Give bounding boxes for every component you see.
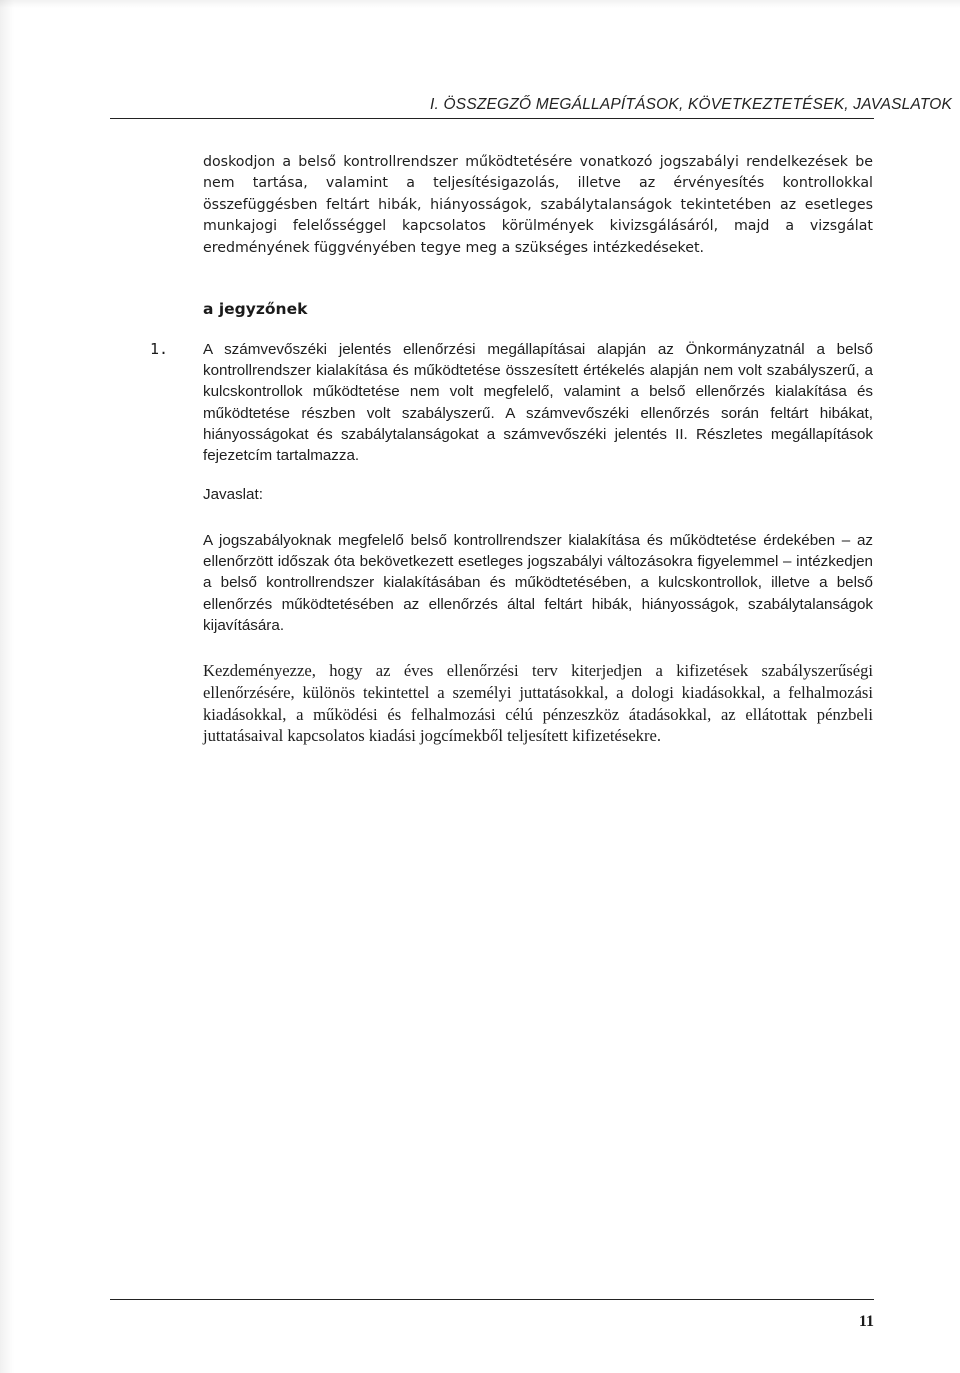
initiative-paragraph: Kezdeményezze, hogy az éves ellenőrzési terv kiterjedjen a kifizetések szabályszerűségi ellenőrzésére, különös tekintettel a személyi juttatásokkal, a dologi kiadásokkal, a felhalmozási kiadásokkal, a működési és felhalmozási célú pénzeszköz átadásokkal, az ellátottak pénzbeli juttatásaival kapcsolatos kiadási jogcímekből teljesített kifizetésekre. [203,661,873,746]
recommendation-paragraph: A jogszabályoknak megfelelő belső kontrollrendszer kialakítása és működtetése érdekében – az ellenőrzött időszak óta bekövetkezett esetleges jogszabályi változásokra figyelemmel – intézkedjen a belső kontrollrendszer kialakításában és működtetésében, a kulcskontrollok, illetve a belső ellenőrzés működtetésében az ellenőrzés által feltárt hibák, hiányosságok, szabálytalanságok kijavítására. [203,532,873,634]
page-number: 11 [858,1313,874,1330]
scan-shadow-top [0,0,960,8]
finding-paragraph: A számvevőszéki jelentés ellenőrzési megállapításai alapján az Önkormányzatnál a belső kontrollrendszer kialakítása és működtetése összesített értékelés alapján nem volt szabályszerű, a kulcskontrollok működtetése nem volt megfelelő, valamint a belső ellenőrzés kialakítása és működtetése részben volt szabályszerű. A számvevőszéki ellenőrzés során feltárt hibákat, hiányosságokat és szabálytalanságokat a számvevőszéki jelentés II. Részletes megállapítások fejezetcím tartalmazza. [203,341,873,465]
item-number: 1. [150,340,169,358]
running-header: I. ÖSSZEGZŐ MEGÁLLAPÍTÁSOK, KÖVETKEZTETÉSEK, JAVASLATOK [430,96,953,113]
recommendation-label: Javaslat: [203,486,263,503]
section-label: a jegyzőnek [203,300,308,318]
scan-shadow-left [0,0,14,1373]
intro-paragraph: doskodjon a belső kontrollrendszer működtetésére vonatkozó jogszabályi rendelkezések be nem tartása, valamint a teljesítésigazolás, illetve az érvényesítés kontrollokkal összefüggésben feltárt hibák, hiányosságok, szabálytalanságok tekintetében az esetleges munkajogi felelősséggel kapcsolatos körülmények kivizsgálásáról, majd a vizsgálat eredményének függvényében tegye meg a szükséges intézkedéseket. [203,154,873,256]
footer-rule [110,1299,874,1300]
header-rule [110,118,874,119]
